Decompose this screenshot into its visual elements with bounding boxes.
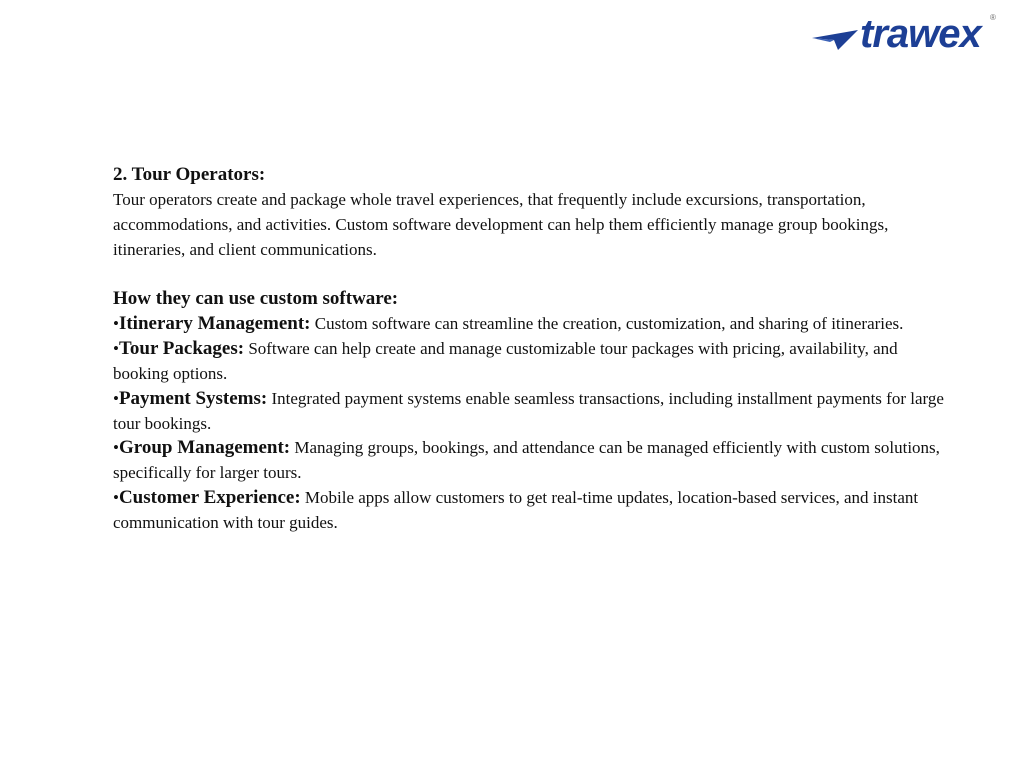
usage-item-title: Payment Systems: [118, 387, 268, 409]
usage-item-title: Itinerary Management: [118, 313, 311, 335]
usage-item-tour-packages [113, 337, 953, 387]
usage-item-text: Integrated payment systems enable seamless transactions, including installment payments for large tour bookings. [113, 388, 944, 433]
usage-item-payment-systems [113, 387, 953, 437]
usage-item-customer-experience [113, 486, 953, 536]
registered-mark: ® [990, 13, 996, 22]
usage-item-text: Managing groups, bookings, and attendance can be managed efficiently with custom solutions, specifically for larger tours. [113, 438, 940, 483]
usage-item-itinerary-management [113, 312, 953, 337]
usage-item-group-management [113, 436, 953, 486]
usage-item-title: Tour Packages: [118, 338, 245, 360]
plane-arrow-icon [808, 12, 860, 52]
trawex-logo [808, 12, 1008, 60]
usage-item-text: Software can help create and manage customizable tour packages with pricing, availability, and booking options. [113, 339, 898, 383]
bullet-mark: • [113, 438, 119, 458]
usage-item-title: Customer Experience: [118, 486, 301, 508]
usage-item-text: Custom software can streamline the creation, customization, and sharing of itineraries. [314, 314, 904, 334]
usage-list [113, 312, 953, 535]
usage-item-text: Mobile apps allow customers to get real-time updates, location-based services, and instant communication with tour guides. [113, 487, 919, 532]
logo-wordmark: trawex [860, 12, 981, 56]
usage-item-title: Group Management: [118, 437, 291, 459]
bullet-mark: • [113, 388, 119, 408]
section-intro: Tour operators create and package whole travel experiences, that frequently include excursions, transportation, accommodations, and activities. Custom software development can help them efficiently manage group bookings, itineraries, and client communications. [113, 190, 889, 259]
bullet-mark: • [113, 339, 119, 359]
usage-heading: How they can use custom software: [113, 288, 399, 310]
bullet-mark: • [113, 487, 119, 507]
slide-content [113, 162, 953, 536]
section-title: 2. Tour Operators: [113, 164, 266, 185]
bullet-mark: • [113, 314, 119, 334]
